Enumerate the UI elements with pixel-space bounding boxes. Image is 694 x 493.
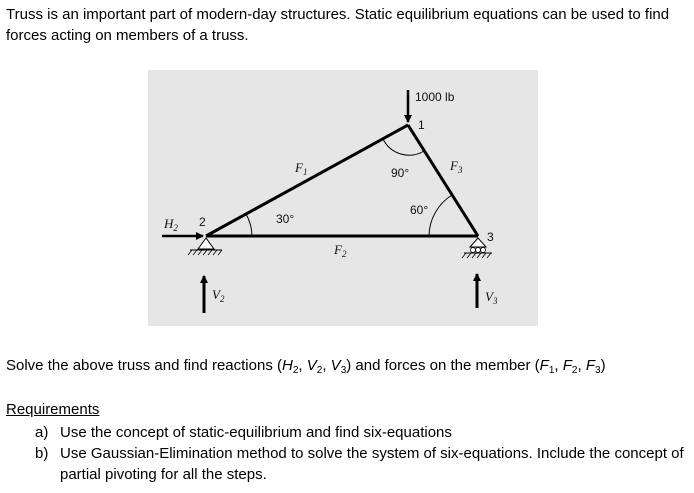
angle-90-label: 90°	[391, 166, 410, 180]
requirements-list	[35, 422, 687, 485]
load-label: 1000 lb	[415, 90, 455, 104]
truss-figure	[148, 70, 538, 326]
angle-30-label: 30°	[276, 212, 295, 226]
requirement-text: Use Gaussian-Elimination method to solve the system of six-equations. Include the concept of partial pivoting for all the steps.	[60, 445, 684, 483]
angle-60-label: 60°	[410, 203, 429, 217]
requirement-marker: b)	[35, 445, 49, 462]
member-f1-label: $F_1$	[295, 160, 308, 177]
reaction-v2-label: $V_2$	[212, 287, 225, 304]
roller-wheel	[481, 248, 486, 253]
requirement-item	[35, 443, 687, 485]
requirements-heading: Requirements	[6, 401, 100, 418]
requirement-text: Use the concept of static-equilibrium and find six-equations	[60, 424, 452, 441]
intro-paragraph: Truss is an important part of modern-day structures. Static equilibrium equations can be used to find forces acting on members of a truss.	[6, 6, 670, 44]
node-3-label: 3	[487, 230, 494, 244]
reaction-v3-label: $V_3$	[485, 289, 498, 306]
roller-wheel	[476, 248, 481, 253]
member-f2-label: $F_2$	[334, 242, 347, 259]
roller-wheel	[471, 248, 476, 253]
requirement-item	[35, 422, 687, 443]
requirement-marker: a)	[35, 424, 49, 441]
reaction-h2-label: $H_2$	[164, 216, 178, 233]
figure-background	[148, 70, 538, 326]
node-1-label: 1	[418, 118, 425, 132]
node-2-label: 2	[199, 215, 206, 229]
member-f3-label: $F_3$	[450, 158, 463, 175]
task-statement: Solve the above truss and find reactions ($H_2$, $V_2$, $V_3$) and forces on the member ($F_1$, $F_2$, $F_3$)	[6, 357, 606, 376]
truss-diagram	[148, 70, 538, 326]
